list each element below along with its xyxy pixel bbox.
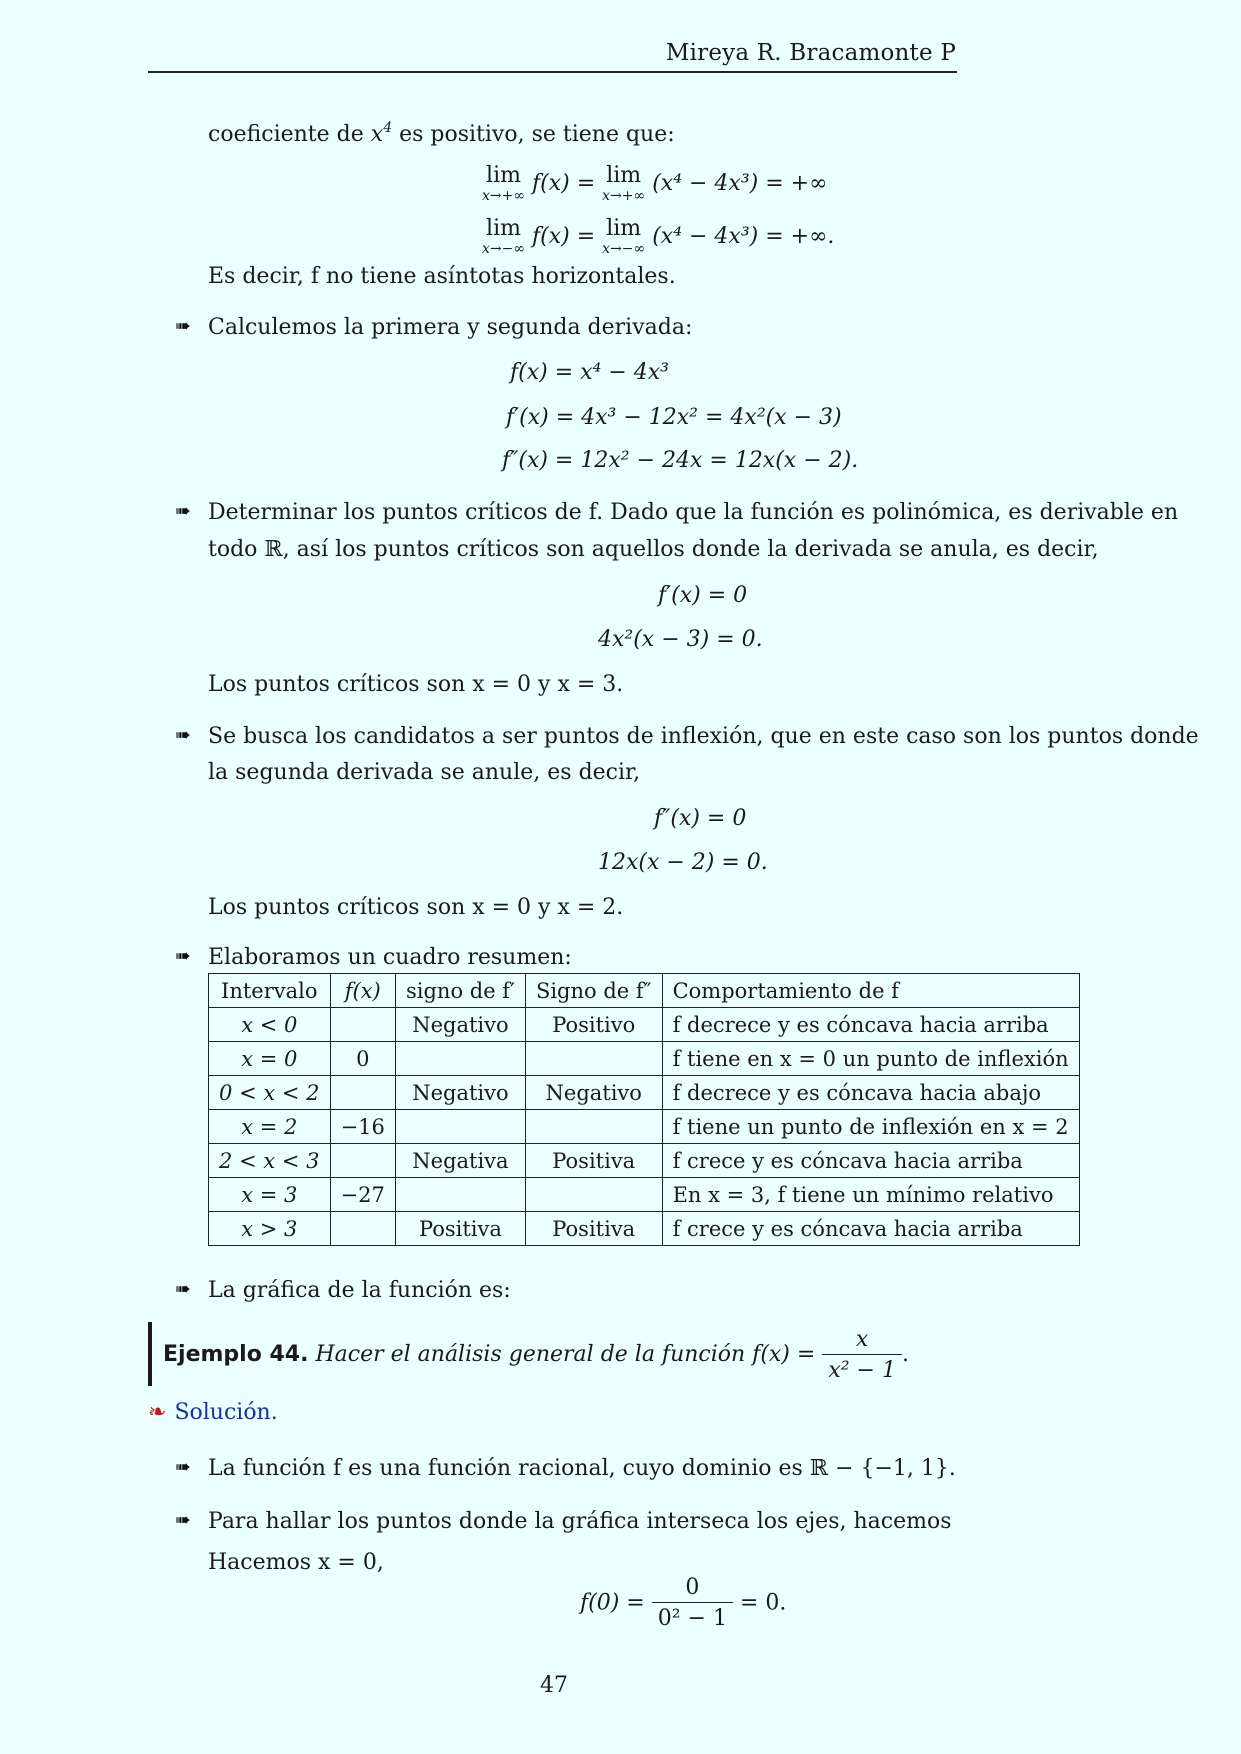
table-cell: 0 <box>330 1042 395 1076</box>
table-cell <box>395 1110 525 1144</box>
example-side-bar <box>148 1322 152 1386</box>
table-cell: Negativo <box>525 1076 662 1110</box>
inflection-line-1: Se busca los candidatos a ser puntos de inflexión, que en este caso son los puntos donde <box>208 724 1199 749</box>
table-cell: Negativo <box>395 1076 525 1110</box>
table-cell <box>525 1042 662 1076</box>
table-cell: x < 0 <box>209 1008 331 1042</box>
table-header-cell: signo de f′ <box>395 974 525 1008</box>
table-cell: 0 < x < 2 <box>209 1076 331 1110</box>
table-cell <box>525 1110 662 1144</box>
inflection-eq-2: 12x(x − 2) = 0. <box>598 850 768 875</box>
arrow-bullet-icon: ➠ <box>175 1278 191 1300</box>
limit-positive: lim x→+∞ f(x) = lim x→+∞ (x⁴ − 4x³) = +∞ <box>482 163 828 204</box>
equation-f-double-prime: f″(x) = 12x² − 24x = 12x(x − 2). <box>502 448 859 473</box>
inflection-result: Los puntos críticos son x = 0 y x = 2. <box>208 895 624 920</box>
summary-intro: Elaboramos un cuadro resumen: <box>208 945 572 970</box>
table-cell: f crece y es cóncava hacia arriba <box>662 1212 1079 1246</box>
table-cell: Positiva <box>395 1212 525 1246</box>
graph-intro: La gráfica de la función es: <box>208 1278 511 1303</box>
arrow-bullet-icon: ➠ <box>175 500 191 522</box>
critical-result: Los puntos críticos son x = 0 y x = 3. <box>208 672 624 697</box>
arrow-bullet-icon: ➠ <box>175 1456 191 1478</box>
table-header-row <box>209 974 1080 1008</box>
table-row <box>209 1110 1080 1144</box>
table-cell: f tiene un punto de inflexión en x = 2 <box>662 1110 1079 1144</box>
table-cell <box>330 1144 395 1178</box>
limit-operator: lim x→−∞ <box>482 216 526 257</box>
critical-line-2: todo ℝ, así los puntos críticos son aquellos donde la derivada se anula, es decir, <box>208 537 1099 562</box>
limit-operator: lim x→+∞ <box>602 163 646 204</box>
table-cell: Positiva <box>525 1212 662 1246</box>
table-cell <box>330 1008 395 1042</box>
table-cell: x > 3 <box>209 1212 331 1246</box>
table-row <box>209 1144 1080 1178</box>
table-cell: En x = 3, f tiene un mínimo relativo <box>662 1178 1079 1212</box>
intro-line <box>208 120 675 150</box>
equation-f: f(x) = x⁴ − 4x³ <box>510 360 670 385</box>
intro-text-a: coeficiente de <box>208 122 371 147</box>
table-row <box>209 1076 1080 1110</box>
critical-eq-2: 4x²(x − 3) = 0. <box>598 627 763 652</box>
header-author: Mireya R. Bracamonte P <box>665 40 956 66</box>
equation-f-prime: f′(x) = 4x³ − 12x² = 4x²(x − 3) <box>506 405 842 430</box>
fleuron-icon: ❧ <box>148 1400 167 1425</box>
table-header-cell: Signo de f″ <box>525 974 662 1008</box>
arrow-bullet-icon: ➠ <box>175 945 191 967</box>
solution-heading <box>148 1400 278 1425</box>
table-cell: x = 0 <box>209 1042 331 1076</box>
table-cell: Positiva <box>525 1144 662 1178</box>
table-cell: x = 3 <box>209 1178 331 1212</box>
hacemos-text: Hacemos x = 0, <box>208 1550 384 1575</box>
page-number: 47 <box>540 1673 568 1698</box>
table-row <box>209 1008 1080 1042</box>
table-cell <box>525 1178 662 1212</box>
table-cell <box>330 1076 395 1110</box>
table-cell <box>395 1178 525 1212</box>
inflection-line-2: la segunda derivada se anule, es decir, <box>208 760 641 785</box>
table-cell <box>395 1042 525 1076</box>
table-header-cell: Comportamiento de f <box>662 974 1079 1008</box>
table-cell: f decrece y es cóncava hacia arriba <box>662 1008 1079 1042</box>
table-header-cell: Intervalo <box>209 974 331 1008</box>
table-row <box>209 1178 1080 1212</box>
domain-text: La función f es una función racional, cuyo dominio es ℝ − {−1, 1}. <box>208 1456 956 1481</box>
summary-table <box>208 973 1080 1246</box>
example-label: Ejemplo 44. <box>163 1342 309 1367</box>
limit-operator: lim x→−∞ <box>602 216 646 257</box>
example-44: Ejemplo 44. Hacer el análisis general de la función f(x) = $\frac{x}{\text{x² − 1}}$ . <box>163 1326 909 1383</box>
inflection-eq-1: f″(x) = 0 <box>654 806 747 831</box>
table-cell: Negativa <box>395 1144 525 1178</box>
table-cell <box>330 1212 395 1246</box>
intro-text-b: es positivo, se tiene que: <box>392 122 675 147</box>
intro-conclusion: Es decir, f no tiene asíntotas horizontales. <box>208 264 676 289</box>
arrow-bullet-icon: ➠ <box>175 1509 191 1531</box>
limit-operator: lim x→+∞ <box>482 163 526 204</box>
table-row <box>209 1042 1080 1076</box>
f-zero-fraction: $\frac{0}{\text{0² − 1}}$ <box>652 1575 733 1632</box>
intro-var: x <box>370 122 384 147</box>
critical-eq-1: f′(x) = 0 <box>658 583 748 608</box>
table-row <box>209 1212 1080 1246</box>
table-cell: f crece y es cóncava hacia arriba <box>662 1144 1079 1178</box>
f-zero-equation: f(0) = $\frac{0}{\text{0² − 1}}$ = 0. <box>580 1575 787 1632</box>
table-cell: −27 <box>330 1178 395 1212</box>
limit-negative: lim x→−∞ f(x) = lim x→−∞ (x⁴ − 4x³) = +∞. <box>482 216 835 257</box>
table-cell: f decrece y es cóncava hacia abajo <box>662 1076 1079 1110</box>
table-cell: 2 < x < 3 <box>209 1144 331 1178</box>
table-cell: −16 <box>330 1110 395 1144</box>
example-text: Hacer el análisis general de la función f(x) = <box>315 1342 823 1367</box>
axes-text: Para hallar los puntos donde la gráfica interseca los ejes, hacemos <box>208 1509 952 1534</box>
table-cell: x = 2 <box>209 1110 331 1144</box>
solution-label: Solución. <box>174 1400 278 1425</box>
table-cell: f tiene en x = 0 un punto de inflexión <box>662 1042 1079 1076</box>
example-fraction: $\frac{x}{\text{x² − 1}}$ <box>822 1327 902 1384</box>
derivatives-intro: Calculemos la primera y segunda derivada: <box>208 315 693 340</box>
critical-line-1: Determinar los puntos críticos de f. Dado que la función es polinómica, es derivable en <box>208 500 1179 525</box>
arrow-bullet-icon: ➠ <box>175 315 191 337</box>
table-cell: Negativo <box>395 1008 525 1042</box>
intro-exp: 4 <box>383 120 393 136</box>
table-header-cell: f(x) <box>330 974 395 1008</box>
arrow-bullet-icon: ➠ <box>175 724 191 746</box>
header-rule <box>148 71 957 73</box>
table-cell: Positivo <box>525 1008 662 1042</box>
